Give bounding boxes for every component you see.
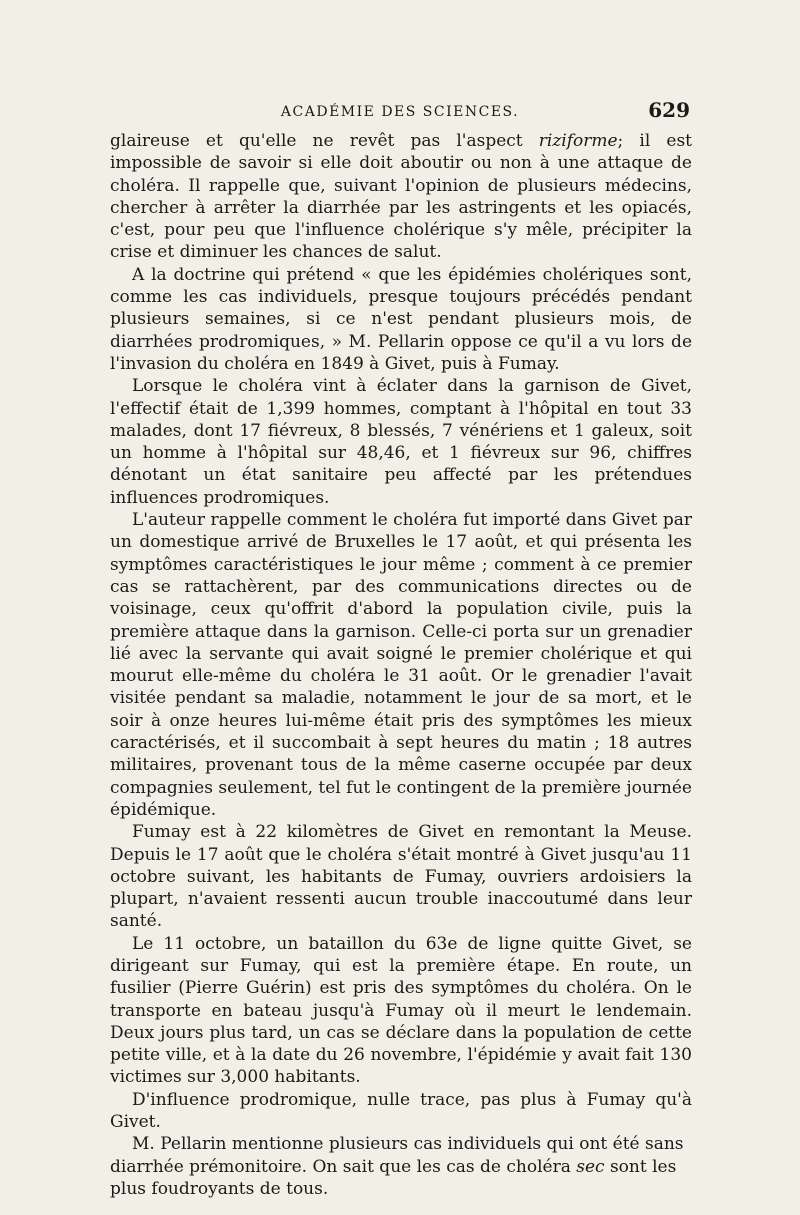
paragraph-4: L'auteur rappelle comment le choléra fut importé dans Givet par un domestique arrivé de Bruxelles le 17 août, et qui présenta les symptômes caractéristiques le jour même ; comment à ce premier cas se rattachèrent, par des communications directes ou de voisinage, ceux qu'offrit d'abord la population civile, puis la première attaque dans la garnison. Celle-ci porta sur un grenadier lié avec la servante qui avait soigné le premier cholérique et qui mourut elle-même du choléra le 31 août. Or le grenadier l'avait visitée pendant sa maladie, notamment le jour de sa mort, et le soir à onze heures lui-même était pris des symptômes les mieux caractérisés, et il succombait à sept heures du matin ; 18 autres militaires, provenant tous de la même caserne occupée par deux compagnies seulement, tel fut le contingent de la première journée épidémique.	[110, 510, 692, 820]
paragraph-5: Fumay est à 22 kilomètres de Givet en remontant la Meuse. Depuis le 17 août que le choléra s'était montré à Givet jusqu'au 11 octobre suivant, les habitants de Fumay, ouvriers ardoisiers la plupart, n'avaient ressenti aucun trouble inaccoutumé dans leur santé.	[110, 822, 692, 932]
paragraph-8-text-a: M. Pellarin mentionne plusieurs cas individuels qui ont été sans diarrhée prémonitoire. On sait que les cas de choléra	[110, 1134, 684, 1177]
paragraph-3: Lorsque le choléra vint à éclater dans la garnison de Givet, l'effectif était de 1,399 hommes, comptant à l'hôpital en tout 33 malades, dont 17 fiévreux, 8 blessés, 7 vénériens et 1 galeux, soit un homme à l'hôpital sur 48,46, et 1 fiévreux sur 96, chiffres dénotant un état sanitaire peu affecté par les prétendues influences prodromiques.	[110, 376, 692, 508]
running-title: ACADÉMIE DES SCIENCES.	[280, 104, 520, 120]
paragraph-1-text-a: glaireuse et qu'elle ne revêt pas l'aspect	[110, 131, 539, 151]
running-header	[110, 96, 690, 126]
body-text	[110, 130, 692, 1200]
paragraph-8-text-b: sont les plus foudroyants de tous.	[110, 1156, 677, 1199]
page-number: 629	[648, 98, 690, 122]
paragraph-1	[110, 130, 692, 264]
paragraph-8	[110, 1133, 692, 1200]
paragraph-6: Le 11 octobre, un bataillon du 63e de ligne quitte Givet, se dirigeant sur Fumay, qui est la première étape. En route, un fusilier (Pierre Guérin) est pris des symptômes du choléra. On le transporte en bateau jusqu'à Fumay où il meurt le lendemain. Deux jours plus tard, un cas se déclare dans la population de cette petite ville, et à la date du 26 novembre, l'épidémie y avait fait 130 victimes sur 3,000 habitants.	[110, 933, 692, 1088]
paragraph-2: A la doctrine qui prétend « que les épidémies cholériques sont, comme les cas individuels, presque toujours précédés pendant plusieurs semaines, si ce n'est pendant plusieurs mois, de diarrhées prodromiques, » M. Pellarin oppose ce qu'il a vu lors de l'invasion du choléra en 1849 à Givet, puis à Fumay.	[110, 264, 692, 374]
paragraph-1-italic: riziforme	[538, 131, 618, 151]
paragraph-7: D'influence prodromique, nulle trace, pas plus à Fumay qu'à Givet.	[110, 1089, 692, 1133]
paragraph-1-text-b: ; il est impossible de savoir si elle doit aboutir ou non à une attaque de choléra. Il rappelle que, suivant l'opinion de plusieurs médecins, chercher à arrêter la diarrhée par les astringents et les opiacés, c'est, pour peu que l'influence cholérique s'y mêle, précipiter la crise et diminuer les chances de salut.	[110, 131, 693, 263]
paragraph-8-italic: sec	[576, 1156, 605, 1177]
